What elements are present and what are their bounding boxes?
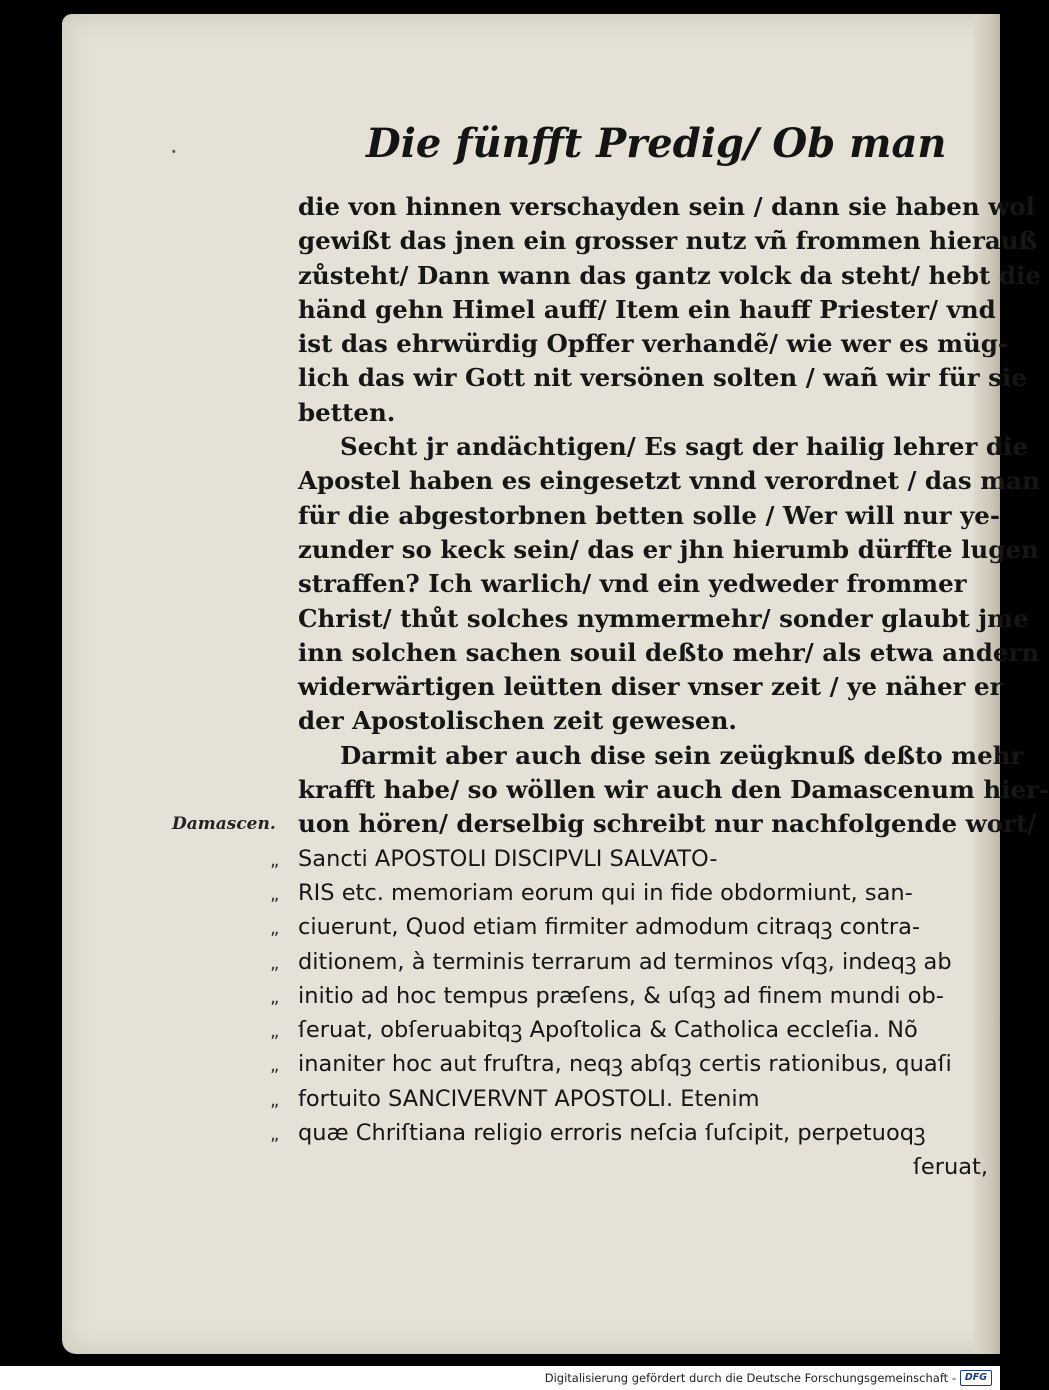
margin-note: Damascen. <box>172 814 276 834</box>
quotation-mark: „ <box>270 1021 280 1043</box>
text-line: die von hinnen verschayden sein / dann sie haben wol <box>298 192 1035 221</box>
text-line: inn solchen sachen souil deßto mehr/ als etwa andern <box>298 637 1040 667</box>
german-paragraphs <box>298 190 1049 842</box>
catchword: ſeruat, <box>912 1154 988 1181</box>
latin-line <box>270 842 988 876</box>
text-line: betten. <box>298 397 396 427</box>
text-line: zůsteht/ Dann wann das gantz volck da steht/ hebt die <box>298 260 1041 290</box>
latin-line-text: fortuito SANCIVERVNT APOSTOLI. Etenim <box>298 1085 760 1112</box>
ink-blot: · <box>170 138 178 166</box>
quotation-mark: „ <box>270 849 280 871</box>
funding-credit: Digitalisierung gefördert durch die Deutsche Forschungsgemeinschaft - <box>544 1371 956 1385</box>
text-line: krafft habe/ so wöllen wir auch den Damascenum hier- <box>298 775 1049 805</box>
latin-quotation <box>270 842 988 1151</box>
quotation-mark: „ <box>270 986 280 1008</box>
text-line: straffen? Ich warlich/ vnd ein yedweder frommer <box>298 569 967 599</box>
text-line: lich das wir Gott nit versönen solten / wañ wir für sie <box>298 363 1027 393</box>
latin-line <box>270 945 988 979</box>
dfg-logo-icon: DFG <box>960 1370 992 1386</box>
latin-line-text: inaniter hoc aut fruſtra, neqꝫ abſqꝫ certis rationibus, quaſi <box>298 1051 952 1078</box>
text-line: händ gehn Himel auff/ Item ein hauff Priester/ vnd <box>298 294 996 324</box>
text-line: uon hören/ derselbig schreibt nur nachfolgende wort/ <box>298 809 1037 839</box>
footer-bar <box>0 1366 1000 1390</box>
latin-line <box>270 910 988 944</box>
latin-line-text: ciuerunt, Quod etiam firmiter admodum citraqꝫ contra- <box>298 914 920 941</box>
quotation-mark: „ <box>270 1089 280 1111</box>
page-heading: Die fünfft Predig/ Ob man <box>366 120 947 167</box>
body-text <box>270 190 1049 1185</box>
latin-line-text: ditionem, à terminis terrarum ad terminos vſqꝫ, indeqꝫ ab <box>298 948 952 975</box>
latin-line-text: ſeruat, obſeruabitqꝫ Apoſtolica & Catholica eccleſia. Nõ <box>298 1017 918 1044</box>
text-line: für die abgestorbnen betten solle / Wer will nur ye- <box>298 500 1001 530</box>
latin-line-text: Sancti APOSTOLI DISCIPVLI SALVATO- <box>298 845 718 872</box>
quotation-mark: „ <box>270 1055 280 1077</box>
text-line: Christ/ thůt solches nymmermehr/ sonder glaubt jme <box>298 603 1029 633</box>
latin-line <box>270 979 988 1013</box>
latin-line <box>270 1082 988 1116</box>
text-line: der Apostolischen zeit gewesen. <box>298 706 737 736</box>
text-line: ist das ehrwürdig Opffer verhandẽ/ wie wer es müg- <box>298 329 1009 359</box>
latin-line-text: RIS etc. memoriam eorum qui in fide obdormiunt, san- <box>298 879 913 906</box>
latin-line <box>270 1047 988 1081</box>
quotation-mark: „ <box>270 952 280 974</box>
text-line: gewißt das jnen ein grosser nutz vñ frommen hierauß <box>298 226 1038 256</box>
text-line: Darmit aber auch dise sein zeügknuß deßto mehr <box>340 740 1024 770</box>
text-line: Secht jr andächtigen/ Es sagt der hailig lehrer die <box>340 432 1028 462</box>
latin-line <box>270 876 988 910</box>
latin-line-text: initio ad hoc tempus præſens, & uſqꝫ ad finem mundi ob- <box>298 982 944 1009</box>
quotation-mark: „ <box>270 883 280 905</box>
latin-line-text: quæ Chriſtiana religio erroris neſcia ſuſcipit, perpetuoqꝫ <box>298 1120 926 1147</box>
quotation-mark: „ <box>270 918 280 940</box>
latin-line <box>270 1116 988 1150</box>
text-line: widerwärtigen leütten diser vnser zeit / ye näher er <box>298 672 1003 702</box>
text-line: Apostel haben es eingesetzt vnnd verordnet / das man <box>298 466 1040 496</box>
quotation-mark: „ <box>270 1124 280 1146</box>
latin-line <box>270 1013 988 1047</box>
text-line: zunder so keck sein/ das er jhn hierumb dürffte lugen <box>298 534 1039 564</box>
